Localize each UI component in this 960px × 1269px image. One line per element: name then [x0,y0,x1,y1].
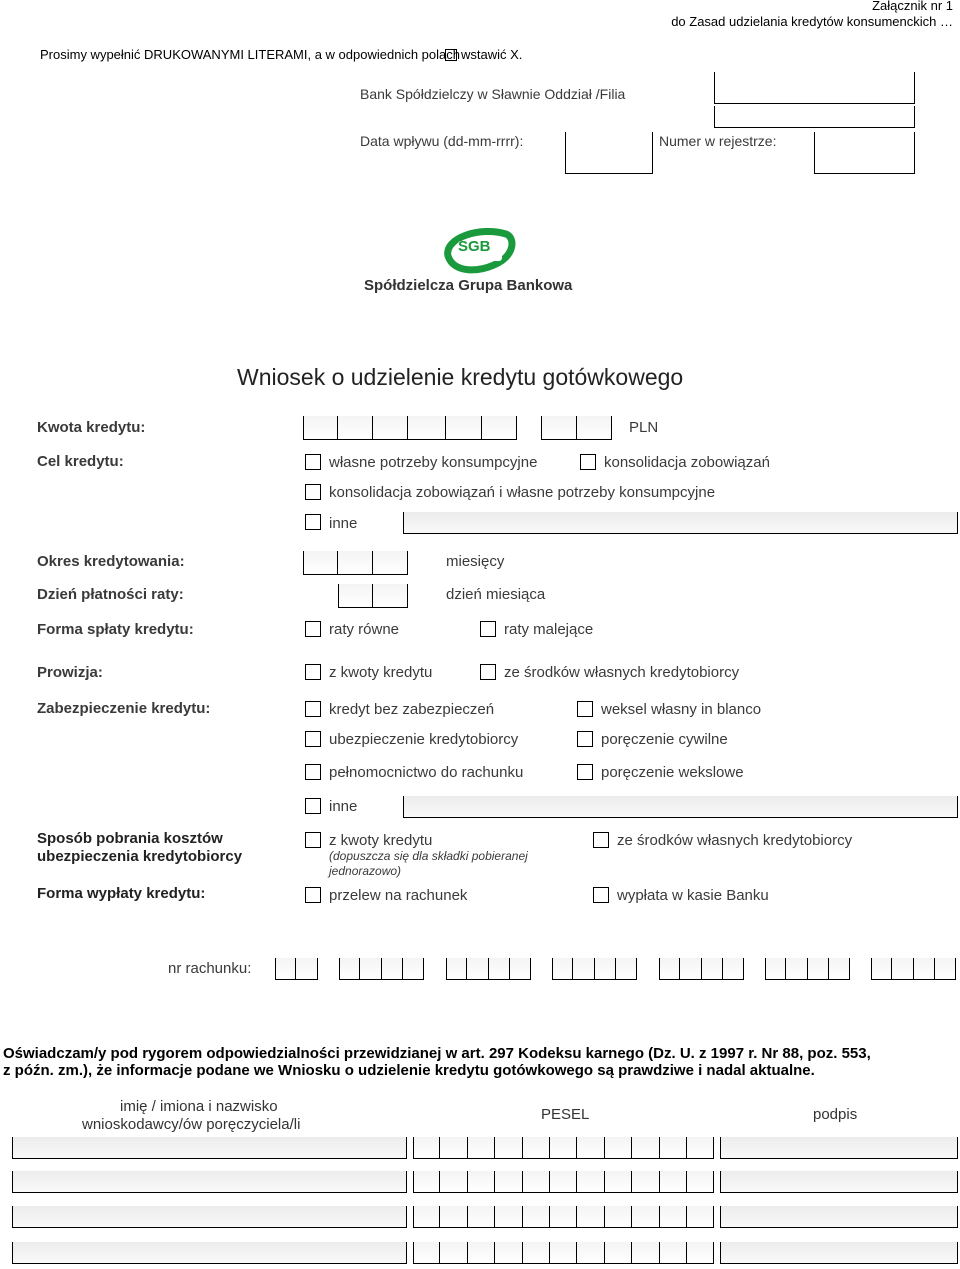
pesel-digit-cell[interactable] [495,1206,522,1228]
repay-decreasing-checkbox[interactable] [480,621,496,637]
repayment-label: Forma spłaty kredytu: [37,621,194,638]
sec-power-of-attorney-label: pełnomocnictwo do rachunku [329,764,524,781]
pesel-digit-cell[interactable] [605,1137,632,1159]
amount-digit-cell[interactable] [338,416,373,440]
pesel-digit-cell[interactable] [495,1137,522,1159]
pesel-digit-cell[interactable] [440,1137,467,1159]
account-digit-cell[interactable] [935,958,956,980]
sec-other-checkbox[interactable] [305,798,321,814]
signature-field[interactable] [720,1137,958,1159]
cost-own-funds-label: ze środków własnych kredytobiorcy [617,832,853,849]
amount-digit-cell[interactable] [303,416,338,440]
amount-digit-cell[interactable] [482,416,517,440]
fee-from-loan-label: z kwoty kredytu [329,664,433,681]
pesel-digit-cell[interactable] [660,1206,687,1228]
sec-bill-guarantee-label: poręczenie wekslowe [601,764,744,781]
sec-other-field[interactable] [403,796,958,818]
repay-equal-label: raty równe [329,621,400,638]
payout-transfer-checkbox[interactable] [305,887,321,903]
logo-abbr: SGB [458,238,491,255]
declaration-line-2: z późn. zm.), że informacje podane we Wniosku o udzielenie kredytu gotówkowego są prawdziwe i nadal aktualne. [3,1062,815,1079]
pesel-digit-cell[interactable] [605,1242,632,1264]
pesel-digit-cell[interactable] [550,1206,577,1228]
purpose-own-needs-label: własne potrzeby konsumpcyjne [329,454,538,471]
cost-from-loan-label: z kwoty kredytu [329,832,433,849]
repay-equal-checkbox[interactable] [305,621,321,637]
instruction-text-end: wstawić X. [461,47,523,62]
sec-none-checkbox[interactable] [305,701,321,717]
sig-pesel-header: PESEL [541,1106,590,1123]
pesel-digit-cell[interactable] [468,1242,495,1264]
account-digit-cell[interactable] [595,958,616,980]
bank-branch-field[interactable] [714,72,915,104]
pesel-digit-cell[interactable] [413,1206,440,1228]
payout-transfer-label: przelew na rachunek [329,887,468,904]
checkbox-sample-icon [445,49,457,61]
pesel-digit-cell[interactable] [577,1242,604,1264]
payout-cash-label: wypłata w kasie Banku [617,887,769,904]
pesel-digit-cell[interactable] [523,1242,550,1264]
purpose-other-field[interactable] [403,512,958,534]
pesel-digit-cell[interactable] [687,1206,714,1228]
purpose-consolidation-checkbox[interactable] [580,454,596,470]
sec-power-of-attorney-checkbox[interactable] [305,764,321,780]
pesel-digit-cell[interactable] [632,1137,659,1159]
signature-name-field[interactable] [12,1137,407,1159]
purpose-other-checkbox[interactable] [305,514,321,530]
account-digit-cell[interactable] [659,958,680,980]
currency-label: PLN [629,419,659,436]
pesel-digit-cell[interactable] [687,1171,714,1193]
account-digit-cell[interactable] [871,958,892,980]
repay-decreasing-label: raty malejące [504,621,594,638]
cost-own-funds-checkbox[interactable] [593,832,609,848]
sig-name-header-2: wnioskodawcy/ów poręczyciela/li [82,1116,301,1133]
page-title: Wniosek o udzielenie kredytu gotówkowego [237,364,684,390]
pesel-digit-cell[interactable] [440,1206,467,1228]
account-digit-cell[interactable] [360,958,381,980]
pesel-digit-cell[interactable] [632,1206,659,1228]
signature-field[interactable] [720,1206,958,1228]
payday-unit: dzień miesiąca [446,586,546,603]
annex-subtitle: do Zasad udzielania kredytów konsumenckich … [671,14,953,29]
account-digit-cell[interactable] [702,958,723,980]
cost-note: (dopuszcza się dla składki pobieranej [329,849,528,863]
pesel-digit-cell[interactable] [660,1242,687,1264]
payout-cash-checkbox[interactable] [593,887,609,903]
cost-from-loan-checkbox[interactable] [305,832,321,848]
amount-label: Kwota kredytu: [37,419,146,436]
account-digit-cell[interactable] [382,958,403,980]
account-digit-cell[interactable] [680,958,701,980]
pesel-digit-cell[interactable] [687,1137,714,1159]
date-field[interactable] [565,132,653,174]
pesel-digit-cell[interactable] [440,1171,467,1193]
account-digit-cell[interactable] [489,958,510,980]
pesel-digit-cell[interactable] [523,1137,550,1159]
account-label: nr rachunku: [168,960,252,977]
fee-label: Prowizja: [37,664,103,681]
fee-own-funds-label: ze środków własnych kredytobiorcy [504,664,740,681]
pesel-digit-cell[interactable] [605,1171,632,1193]
amount-digit-cell[interactable] [446,416,482,440]
pesel-digit-cell[interactable] [660,1171,687,1193]
payday-label: Dzień płatności raty: [37,586,184,603]
account-digit-cell[interactable] [339,958,360,980]
period-digit-cell[interactable] [373,551,408,575]
sec-bill-guarantee-checkbox[interactable] [577,764,593,780]
account-digit-cell[interactable] [552,958,573,980]
pesel-digit-cell[interactable] [413,1137,440,1159]
signature-field[interactable] [720,1242,958,1264]
sig-signature-header: podpis [813,1106,858,1123]
period-digit-cell[interactable] [303,551,338,575]
pesel-digit-cell[interactable] [577,1171,604,1193]
pesel-digit-cell[interactable] [632,1171,659,1193]
account-digit-cell[interactable] [723,958,744,980]
cost-label: Sposób pobrania kosztów [37,830,223,847]
pesel-digit-cell[interactable] [577,1137,604,1159]
amount-digit-cell[interactable] [373,416,408,440]
account-digit-cell[interactable] [573,958,594,980]
account-digit-cell[interactable] [786,958,807,980]
pesel-digit-cell[interactable] [468,1137,495,1159]
purpose-consolidation-label: konsolidacja zobowiązań [604,454,770,471]
pesel-digit-cell[interactable] [495,1242,522,1264]
pesel-digit-cell[interactable] [468,1171,495,1193]
sec-insurance-label: ubezpieczenie kredytobiorcy [329,731,519,748]
cost-note-2: jednorazowo) [329,864,402,878]
account-digit-cell[interactable] [510,958,531,980]
payout-label: Forma wypłaty kredytu: [37,885,206,902]
amount-decimal-cell[interactable] [541,416,577,440]
pesel-digit-cell[interactable] [550,1137,577,1159]
pesel-digit-cell[interactable] [550,1242,577,1264]
period-unit: miesięcy [446,553,505,570]
pesel-digit-cell[interactable] [523,1171,550,1193]
bank-branch-field-2[interactable] [714,106,915,128]
signature-name-field[interactable] [12,1242,407,1264]
pesel-digit-cell[interactable] [577,1206,604,1228]
account-digit-cell[interactable] [808,958,829,980]
pesel-digit-cell[interactable] [523,1206,550,1228]
purpose-own-needs-checkbox[interactable] [305,454,321,470]
sec-civil-guarantee-label: poręczenie cywilne [601,731,728,748]
period-label: Okres kredytowania: [37,553,185,570]
purpose-other-label: inne [329,515,358,532]
fee-from-loan-checkbox[interactable] [305,664,321,680]
account-digit-cell[interactable] [892,958,913,980]
date-label: Data wpływu (dd-mm-rrrr): [360,133,524,149]
account-digit-cell[interactable] [467,958,488,980]
amount-decimal-cell[interactable] [577,416,612,440]
signature-name-field[interactable] [12,1206,407,1228]
purpose-label: Cel kredytu: [37,453,124,470]
pesel-digit-cell[interactable] [660,1137,687,1159]
register-field[interactable] [814,132,915,174]
sec-insurance-checkbox[interactable] [305,731,321,747]
pesel-digit-cell[interactable] [495,1171,522,1193]
account-digit-cell[interactable] [829,958,850,980]
sec-blank-note-checkbox[interactable] [577,701,593,717]
pesel-digit-cell[interactable] [468,1206,495,1228]
amount-digit-cell[interactable] [408,416,446,440]
signature-field[interactable] [720,1171,958,1193]
sig-name-header: imię / imiona i nazwisko [120,1098,278,1115]
payday-digit-cell[interactable] [373,584,408,608]
cost-label-2: ubezpieczenia kredytobiorcy [37,848,243,865]
account-digit-cell[interactable] [616,958,637,980]
security-label: Zabezpieczenie kredytu: [37,700,211,717]
period-digit-cell[interactable] [338,551,373,575]
sec-civil-guarantee-checkbox[interactable] [577,731,593,747]
pesel-digit-cell[interactable] [632,1242,659,1264]
logo-name: Spółdzielcza Grupa Bankowa [364,277,573,294]
declaration-line-1: Oświadczam/y pod rygorem odpowiedzialności przewidzianej w art. 297 Kodeksu karnego (Dz. U. z 1997 r. Nr 88, poz. 553, [3,1045,871,1062]
account-digit-cell[interactable] [446,958,467,980]
register-label: Numer w rejestrze: [659,133,777,149]
pesel-digit-cell[interactable] [687,1242,714,1264]
pesel-digit-cell[interactable] [605,1206,632,1228]
bank-branch-label: Bank Spółdzielczy w Sławnie Oddział /Filia [360,86,626,102]
sec-blank-note-label: weksel własny in blanco [601,701,762,718]
pesel-digit-cell[interactable] [413,1171,440,1193]
pesel-digit-cell[interactable] [550,1171,577,1193]
annex-label: Załącznik nr 1 [872,0,953,13]
pesel-digit-cell[interactable] [440,1242,467,1264]
account-digit-cell[interactable] [914,958,935,980]
account-digit-cell[interactable] [403,958,424,980]
instruction-text: Prosimy wypełnić DRUKOWANYMI LITERAMI, a w odpowiednich polach [40,47,460,62]
payday-digit-cell[interactable] [338,584,373,608]
pesel-digit-cell[interactable] [413,1242,440,1264]
sec-other-label: inne [329,798,358,815]
purpose-consolidation-own-label: konsolidacja zobowiązań i własne potrzeby konsumpcyjne [329,484,716,501]
account-digit-cell[interactable] [275,958,296,980]
signature-name-field[interactable] [12,1171,407,1193]
account-digit-cell[interactable] [765,958,786,980]
sec-none-label: kredyt bez zabezpieczeń [329,701,495,718]
purpose-consolidation-own-checkbox[interactable] [305,484,321,500]
account-digit-cell[interactable] [296,958,317,980]
fee-own-funds-checkbox[interactable] [480,664,496,680]
